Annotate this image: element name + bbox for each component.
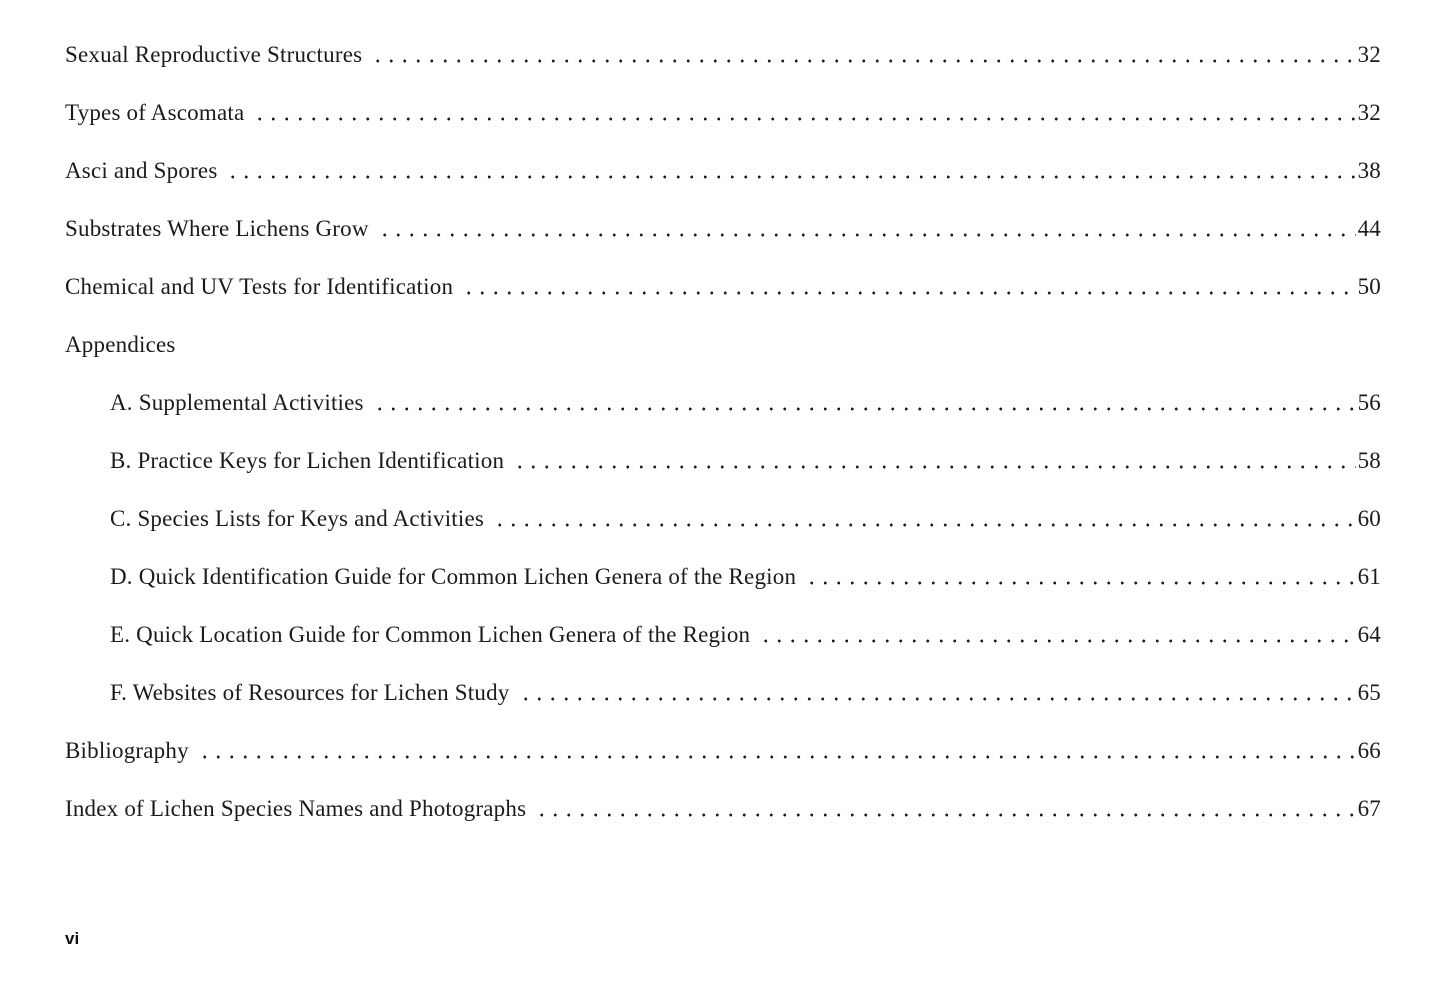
toc-entry [65,448,1381,474]
toc-entry [65,506,1381,532]
toc-entry-label: Index of Lichen Species Names and Photographs [65,796,527,821]
toc-entry [65,332,1381,358]
toc-entry-label: F. Websites of Resources for Lichen Study [110,680,510,705]
toc-entry-label: E. Quick Location Guide for Common Lichen Genera of the Region [110,622,751,647]
toc-entry-label: C. Species Lists for Keys and Activities [110,506,485,531]
toc-entry [65,274,1381,300]
toc-entry-label: B. Practice Keys for Lichen Identification [110,448,505,473]
toc-entry-page: 64 [1357,622,1381,647]
toc-entry [65,564,1381,590]
toc-entry [65,796,1381,822]
toc-entry-page: 38 [1357,158,1381,183]
toc-entry [65,680,1381,706]
toc-entry [65,390,1381,416]
toc-entry-label: Sexual Reproductive Structures [65,42,363,67]
dot-leader [196,738,1356,764]
toc-entry [65,42,1381,68]
toc-entry-page: 32 [1357,42,1381,67]
toc-entry [65,100,1381,126]
toc-entry-label: Substrates Where Lichens Grow [65,216,369,241]
toc-entry [65,216,1381,242]
toc-entry [65,158,1381,184]
dot-leader [460,274,1355,300]
dot-leader [491,506,1356,532]
toc-entry-label: Chemical and UV Tests for Identification [65,274,454,299]
toc-entry-page: 56 [1357,390,1381,415]
dot-leader [533,796,1355,822]
dot-leader [517,680,1356,706]
toc-entry-page: 50 [1357,274,1381,299]
toc-entry-page: 67 [1357,796,1381,821]
dot-leader [803,564,1355,590]
page-number-folio: vi [65,929,80,948]
dot-leader [376,216,1356,242]
dot-leader [757,622,1355,648]
dot-leader [371,390,1356,416]
toc-entry-label: A. Supplemental Activities [110,390,364,415]
toc-entry-page: 32 [1357,100,1381,125]
toc-entry-label: D. Quick Identification Guide for Common Lichen Genera of the Region [110,564,797,589]
dot-leader [511,448,1355,474]
toc-entry-page: 65 [1357,680,1381,705]
toc-entry-label: Asci and Spores [65,158,218,183]
toc-entry-page: 44 [1357,216,1381,241]
dot-leader [224,158,1355,184]
toc-entry-page: 60 [1357,506,1381,531]
toc-entry-label: Bibliography [65,738,189,763]
toc-entry-page: 66 [1357,738,1381,763]
toc-entry-page: 58 [1357,448,1381,473]
toc-entry-label: Types of Ascomata [65,100,245,125]
toc-entry [65,738,1381,764]
toc-entry-label: Appendices [65,332,176,357]
toc-entry-page: 61 [1357,564,1381,589]
dot-leader [369,42,1355,68]
dot-leader [251,100,1355,126]
toc-entry [65,622,1381,648]
toc-list [65,42,1381,854]
